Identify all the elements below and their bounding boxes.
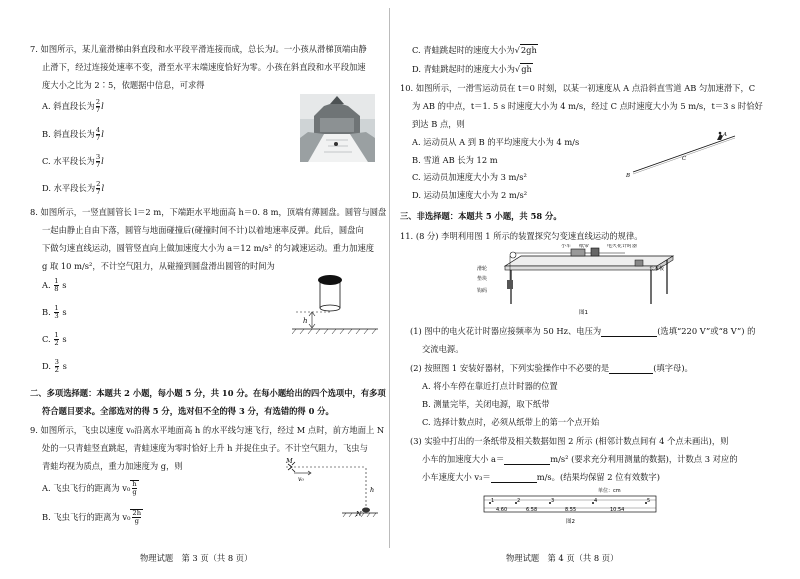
q8-stem-line1: 8. 如图所示，一竖直圆管长 l＝2 m，下端距水平地面高 h＝0. 8 m，顶端有薄圆盘。圆管与圆盘 bbox=[30, 207, 387, 217]
answer-blank-operation[interactable] bbox=[609, 363, 653, 374]
tape-length-3: 8.55 bbox=[565, 507, 577, 513]
q8-option-b: B. $\frac{1}{3}$ s bbox=[42, 304, 67, 320]
q7-option-b: B. 斜直段长为 $\frac{4}{7}$ l bbox=[42, 126, 104, 142]
q10-option-d: D. 运动员加速度大小为 2 m/s² bbox=[412, 190, 528, 200]
q7-stem-line1: 7. 如图所示，某儿童滑梯由斜直段和水平段平滑连接而成，总长为l。一小孩从滑梯顶端由静 bbox=[30, 44, 367, 54]
v0-label: v₀ bbox=[298, 476, 304, 483]
tube-figure bbox=[292, 272, 380, 338]
q9-stem-line3: 青蛙均视为质点，重力加速度为 g，则 bbox=[42, 461, 183, 471]
q10-stem-line2: 为 AB 的中点，t＝1. 5 s 时速度大小为 4 m/s，经过 C 点时速度大小为 5 m/s，t＝3 s 时恰好 bbox=[412, 101, 763, 111]
figure-1-caption: 图1 bbox=[579, 310, 588, 316]
q10-option-b: B. 雪道 AB 长为 12 m bbox=[412, 155, 498, 165]
tape-point-2: 2 bbox=[517, 498, 521, 504]
answer-blank-voltage[interactable] bbox=[601, 326, 657, 337]
point-n-label: N bbox=[356, 510, 362, 518]
q9-option-d: D. 青蛙跳起时的速度大小为√gh bbox=[412, 64, 532, 74]
slide-photo bbox=[300, 94, 375, 162]
label-pulley: 滑轮 bbox=[477, 266, 488, 272]
q11-part2-option-b: B. 测量完毕，关闭电源，取下纸带 bbox=[422, 399, 550, 409]
tape-length-4: 10.54 bbox=[610, 507, 625, 513]
section2-heading-line2: 符合题目要求。全部选对的得 5 分，选对但不全的得 3 分，有选错的得 0 分。 bbox=[42, 406, 334, 416]
tape-length-1: 4.60 bbox=[496, 507, 508, 513]
tape-point-3: 3 bbox=[551, 498, 555, 504]
q8-option-d: D. $\frac{3}{2}$ s bbox=[42, 358, 67, 374]
q11-part1-line1: (1) 图中的电火花计时器应接频率为 50 Hz、电压为 (选填“220 V”或“8 V”) 的 bbox=[410, 326, 756, 336]
q7-option-c: C. 水平段长为 $\frac{3}{7}$ l bbox=[42, 153, 104, 169]
q8-stem-line2: 一起由静止自由下落，圆管与地面碰撞后(碰撞时间不计)以着地速率反弹。此后，圆盘向 bbox=[42, 225, 364, 235]
q11-part3-line1: (3) 实验中打出的一条纸带及相关数据如图 2 所示 (相邻计数点间有 4 个点未画出)，则 bbox=[410, 436, 729, 446]
point-b-label: B bbox=[626, 173, 631, 179]
q8-option-c: C. $\frac{1}{2}$ s bbox=[42, 331, 67, 347]
q11-stem: 11. (8 分) 李明利用图 1 所示的装置探究匀变速直线运动的规律。 bbox=[400, 231, 643, 241]
q11-part2: (2) 按照图 1 安装好器材，下列实验操作中不必要的是 (填字母)。 bbox=[410, 363, 693, 373]
apparatus-figure bbox=[475, 244, 695, 316]
q8-option-a: A. $\frac{1}{8}$ s bbox=[42, 277, 67, 293]
ski-slope-figure bbox=[625, 128, 740, 180]
answer-blank-acceleration[interactable] bbox=[504, 454, 550, 465]
page-4-footer: 物理试题 第 4 页（共 8 页） bbox=[506, 553, 619, 563]
tape-point-4: 4 bbox=[594, 498, 598, 504]
q7-stem-line3: 度大小之比为 2∶5，依题据中信息，可求得 bbox=[42, 80, 205, 90]
height-h-label: h bbox=[370, 486, 375, 494]
tape-point-1: 1 bbox=[491, 498, 495, 504]
page-4-column bbox=[400, 0, 770, 579]
q11-part2-option-c: C. 选择计数点时，必须从纸带上的第一个点开始 bbox=[422, 417, 600, 427]
tube-h-label: h bbox=[303, 317, 308, 325]
q9-option-b: B. 飞虫飞行的距离为 v₀ $\frac{2h}{g}$ bbox=[42, 509, 142, 525]
page-3-column bbox=[30, 0, 387, 579]
q11-part1-line2: 交流电源。 bbox=[422, 344, 464, 354]
point-a-label: A bbox=[723, 132, 727, 138]
section2-heading-line1: 二、多项选择题：本题共 2 小题，每小题 5 分，共 10 分。在每小题给出的四个选项中，有多项 bbox=[30, 388, 386, 398]
label-tape: 纸带 bbox=[579, 244, 590, 249]
tape-unit-label: 单位：cm bbox=[598, 488, 621, 494]
q10-option-c: C. 运动员加速度大小为 3 m/s² bbox=[412, 172, 527, 182]
q9-stem-line1: 9. 如图所示，飞虫以速度 v₀沿离水平地面高 h 的水平线匀速飞行，经过 M 点时，前方地面上 N bbox=[30, 425, 385, 435]
q7-option-a: A. 斜直段长为 $\frac{2}{7}$ l bbox=[42, 98, 104, 114]
q10-stem-line3: 到达 B 点，则 bbox=[412, 119, 465, 129]
label-board: 长木板 bbox=[649, 266, 665, 272]
q8-stem-line3: 下做匀速直线运动，圆管竖直向上做加速度大小为 a＝12 m/s² 的匀减速运动。重力加速度 bbox=[42, 243, 375, 253]
q10-option-a: A. 运动员从 A 到 B 的平均速度大小为 4 m/s bbox=[412, 137, 580, 147]
q9-option-c: C. 青蛙跳起时的速度大小为√2gh bbox=[412, 45, 537, 55]
answer-blank-velocity[interactable] bbox=[491, 472, 537, 483]
q9-stem-line2: 处的一只青蛙竖直跳起，青蛙速度为零时恰好上升 h 并捉住虫子。不计空气阻力，飞虫与 bbox=[42, 443, 368, 453]
label-pad: 垫块 bbox=[477, 276, 488, 282]
tape-figure bbox=[480, 486, 660, 526]
page-3-footer: 物理试题 第 3 页（共 8 页） bbox=[140, 553, 253, 563]
tape-length-2: 6.58 bbox=[526, 507, 538, 513]
q11-part2-option-a: A. 将小车停在靠近打点计时器的位置 bbox=[422, 381, 558, 391]
q8-stem-line4: g 取 10 m/s²，不计空气阻力，从碰撞到圆盘滑出圆管的时间为 bbox=[42, 261, 275, 271]
frog-fly-figure bbox=[282, 455, 378, 523]
point-c-label: C bbox=[682, 156, 687, 162]
q7-option-d: D. 水平段长为 $\frac{2}{7}$ l bbox=[42, 180, 105, 196]
label-weight: 钩码 bbox=[477, 288, 488, 294]
tape-point-5: 5 bbox=[647, 498, 651, 504]
q9-option-a: A. 飞虫飞行的距离为 v₀ $\frac{h}{g}$ bbox=[42, 480, 137, 496]
q11-part3-line3: 小车速度大小 v₃＝ m/s。(结果均保留 2 位有效数字) bbox=[422, 472, 660, 482]
figure-2-caption: 图2 bbox=[566, 519, 575, 525]
section3-heading: 三、非选择题：本题共 5 小题，共 58 分。 bbox=[400, 211, 562, 221]
q11-part3-line2: 小车的加速度大小 a＝ m/s² (要求充分利用测量的数据)，计数点 3 对应的 bbox=[422, 454, 738, 464]
column-divider bbox=[389, 8, 390, 548]
label-car: 小车 bbox=[561, 244, 572, 249]
label-timer: 电火花计时器 bbox=[607, 244, 638, 249]
point-m-label: M bbox=[286, 457, 293, 465]
q10-stem-line1: 10. 如图所示，一滑雪运动员在 t＝0 时刻，以某一初速度从 A 点沿斜直雪道 AB 匀加速滑下，C bbox=[400, 83, 756, 93]
q7-stem-line2: 止滑下，经过连接处速率不变，滑至水平末端速度恰好为零。小孩在斜直段和水平段加速 bbox=[42, 62, 366, 72]
